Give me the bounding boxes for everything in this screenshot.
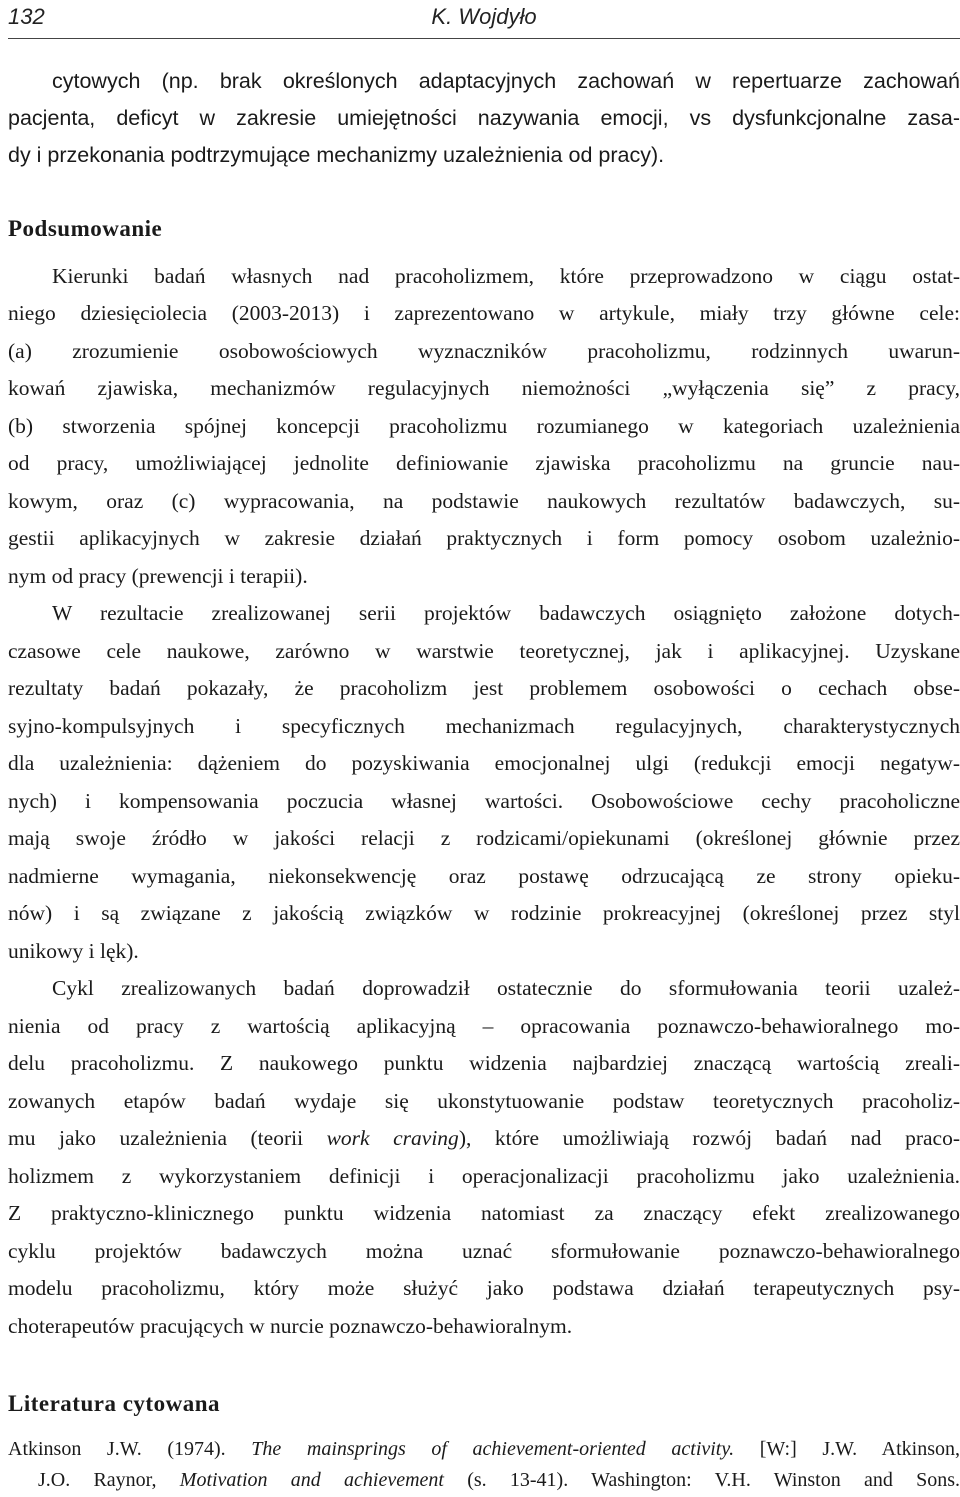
text-line: zowanych etapów badań wydaje się ukonstytuowanie podstaw teoretycznych pracoholiz-	[8, 1089, 960, 1113]
text-line: (b) stworzenia spójnej koncepcji pracoholizmu rozumianego w kategoriach uzależnienia	[8, 414, 960, 438]
text-line: gestii aplikacyjnych w zakresie działań praktycznych i form pomocy osobom uzależnio-	[8, 526, 960, 550]
text-span: [W:] J.W. Atkinson,	[734, 1438, 960, 1460]
text-line: holizmem z wykorzystaniem definicji i operacjonalizacji pracoholizmu jako uzależnienia.	[8, 1164, 960, 1188]
text-line: cyklu projektów badawczych można uznać sformułowanie poznawczo-behawioralnego	[8, 1239, 960, 1263]
text-line: Z praktyczno-klinicznego punktu widzenia natomiast za znaczący efekt zrealizowanego	[8, 1201, 960, 1225]
text-line: nym od pracy (prewencji i terapii).	[8, 564, 308, 588]
text-line: nienia od pracy z wartością aplikacyjną – opracowania poznawczo-behawioralnego mo-	[8, 1014, 960, 1038]
text-line: cytowych (np. brak określonych adaptacyjnych zachowań w repertuarze zachowań	[52, 69, 960, 93]
section-heading-summary: Podsumowanie	[8, 216, 163, 241]
text-line: Kierunki badań własnych nad pracoholizmem, które przeprowadzono w ciągu ostat-	[52, 264, 960, 288]
text-span: J.O. Raynor,	[38, 1469, 180, 1491]
text-line: syjno-kompulsyjnych i specyficznych mechanizmach regulacyjnych, charakterystycznych	[8, 714, 960, 738]
text-line: nów) i są związane z jakością związków w rodzinie prokreacyjnej (określonej przez styl	[8, 901, 960, 925]
italic-title: Motivation and achievement	[179, 1469, 444, 1491]
text-span: mu jako uzależnienia (teorii	[8, 1126, 327, 1150]
text-line: pacjenta, deficyt w zakresie umiejętności nazywania emocji, vs dysfunkcjonalne zasa-	[8, 106, 960, 130]
reference-line	[8, 1435, 960, 1463]
text-line: mają swoje źródło w jakości relacji z rodzicami/opiekunami (określonej głównie przez	[8, 826, 960, 850]
italic-title: The mainsprings of achievement-oriented activity.	[251, 1438, 735, 1460]
text-line: rezultaty badań pokazały, że pracoholizm jest problemem osobowości o cechach obse-	[8, 676, 960, 700]
page-number: 132	[8, 4, 45, 29]
text-line: choterapeutów pracujących w nurcie poznawczo-behawioralnym.	[8, 1314, 573, 1338]
reference-line	[38, 1466, 960, 1494]
text-line: W rezultacie zrealizowanej serii projektów badawczych osiągnięto założone dotych-	[52, 601, 960, 625]
section-heading-references: Literatura cytowana	[8, 1391, 220, 1416]
text-line: modelu pracoholizmu, który może służyć jako podstawa działań terapeutycznych psy-	[8, 1276, 960, 1300]
running-head	[8, 0, 960, 39]
text-line: kowym, oraz (c) wypracowania, na podstawie naukowych rezultatów badawczych, su-	[8, 489, 960, 513]
text-span: ), które umożliwiają rozwój badań nad praco-	[458, 1126, 960, 1150]
text-span: Atkinson J.W. (1974).	[8, 1438, 252, 1460]
text-line: czasowe cele naukowe, zarówno w warstwie teoretycznej, jak i aplikacyjnej. Uzyskane	[8, 639, 960, 663]
text-line	[8, 1123, 960, 1153]
text-line: kowań zjawiska, mechanizmów regulacyjnych niemożności „wyłączenia się” z pracy,	[8, 376, 960, 400]
text-line: dy i przekonania podtrzymujące mechanizmy uzależnienia od pracy).	[8, 143, 665, 167]
text-span: (s. 13-41). Washington: V.H. Winston and Sons.	[443, 1469, 960, 1491]
text-line: nych) i kompensowania poczucia własnej wartości. Osobowościowe cechy pracoholiczne	[8, 789, 960, 813]
text-line: od pracy, umożliwiającej jednolite definiowanie zjawiska pracoholizmu na gruncie nau-	[8, 451, 960, 475]
text-line: nadmierne wymagania, niekonsekwencję oraz postawę odrzucającą ze strony opieku-	[8, 864, 960, 888]
text-line: niego dziesięciolecia (2003-2013) i zaprezentowano w artykule, miały trzy główne cele:	[8, 301, 960, 325]
text-line: unikowy i lęk).	[8, 939, 139, 963]
running-author: K. Wojdyło	[431, 4, 537, 29]
text-line: Cykl zrealizowanych badań doprowadził ostatecznie do sformułowania teorii uzależ-	[52, 976, 960, 1000]
text-line: delu pracoholizmu. Z naukowego punktu widzenia najbardziej znaczącą wartością zreali-	[8, 1051, 960, 1075]
italic-term: work craving	[326, 1126, 459, 1150]
text-line: (a) zrozumienie osobowościowych wyznaczników pracoholizmu, rodzinnych uwarun-	[8, 339, 960, 363]
text-line: dla uzależnienia: dążeniem do pozyskiwania emocjonalnej ulgi (redukcji emocji negatyw-	[8, 751, 960, 775]
